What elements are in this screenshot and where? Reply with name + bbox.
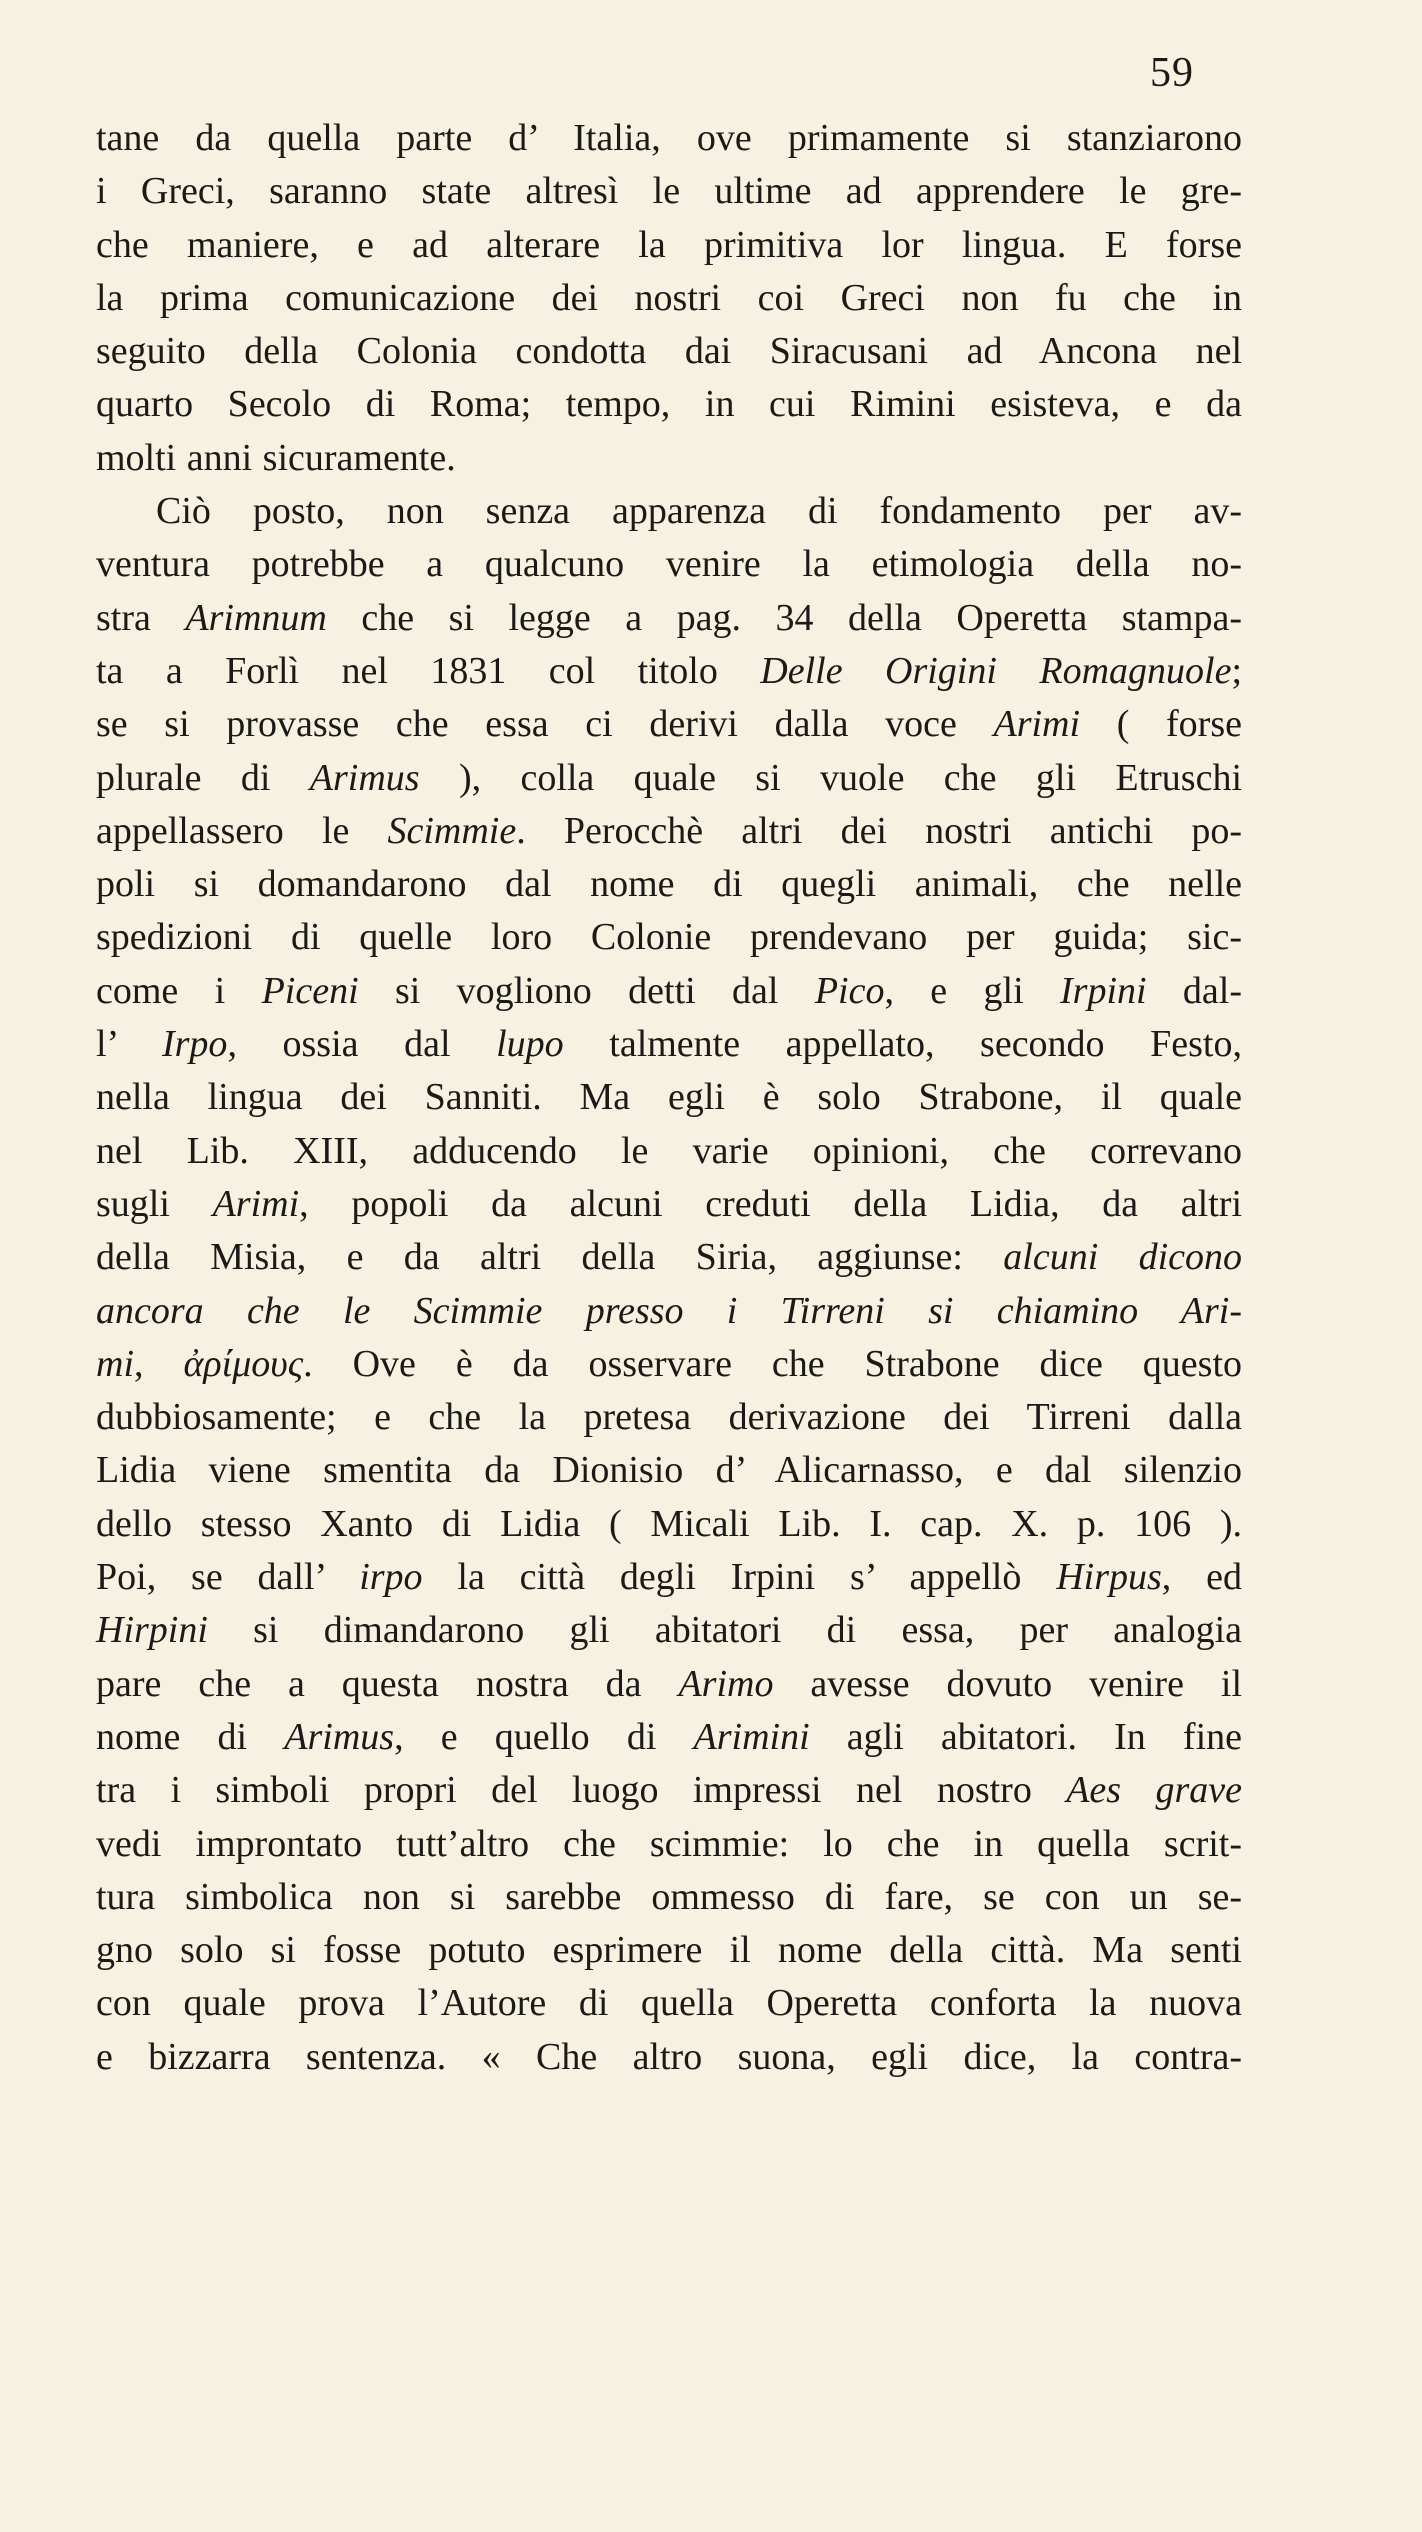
text-line — [96, 911, 1242, 964]
text-segment: Ciò posto, non senza apparenza di fondamento per av- — [156, 490, 1242, 533]
italic-text: Arimus — [309, 756, 420, 799]
text-segment: . Ove è da osservare che Strabone dice questo — [303, 1342, 1243, 1385]
text-segment: se si provasse che essa ci derivi dalla voce — [96, 703, 994, 746]
text-line — [96, 1818, 1242, 1871]
text-segment: , ed — [1161, 1556, 1242, 1599]
italic-text: irpo — [359, 1556, 423, 1599]
text-segment: , e quello di — [394, 1715, 694, 1758]
text-line — [96, 432, 1242, 485]
text-line — [96, 1977, 1242, 2030]
text-segment: vedi improntato tutt’altro che scimmie: lo che in quella scrit- — [96, 1822, 1242, 1865]
text-line — [96, 2031, 1242, 2084]
text-line — [96, 1871, 1242, 1924]
text-line — [96, 645, 1242, 698]
italic-text: ἀρίμους — [183, 1342, 304, 1385]
text-segment: appellassero le — [96, 809, 388, 852]
text-line — [96, 1338, 1242, 1391]
text-segment: gno solo si fosse potuto esprimere il nome della città. Ma senti — [96, 1929, 1242, 1972]
text-segment: plurale di — [96, 756, 310, 799]
text-segment: , ossia dal — [227, 1023, 497, 1066]
text-segment: dal- — [1146, 969, 1242, 1012]
text-segment: poli si domandarono dal nome di quegli animali, che nelle — [96, 863, 1242, 906]
text-segment: ), colla quale si vuole che gli Etruschi — [419, 756, 1242, 799]
text-line — [96, 1071, 1242, 1124]
text-line — [96, 1178, 1242, 1231]
text-segment: Lidia viene smentita da Dionisio d’ Alicarnasso, e dal silenzio — [96, 1449, 1242, 1492]
text-segment: e bizzarra sentenza. « Che altro suona, egli dice, la contra- — [96, 2035, 1242, 2078]
text-segment: si dimandarono gli abitatori di essa, per analogia — [207, 1609, 1242, 1652]
italic-text: Arimnum — [185, 596, 327, 639]
text-line — [96, 1231, 1242, 1284]
text-line — [96, 378, 1242, 431]
text-line — [96, 1391, 1242, 1444]
text-line — [96, 1444, 1242, 1497]
text-line — [96, 1604, 1242, 1657]
italic-text: lupo — [496, 1023, 564, 1066]
italic-text: Arimini — [693, 1715, 810, 1758]
italic-text: alcuni dicono — [1003, 1236, 1243, 1279]
body-text — [96, 112, 1242, 2084]
text-segment: quarto Secolo di Roma; tempo, in cui Rimini esisteva, e da — [96, 383, 1242, 426]
text-segment: ta a Forlì nel 1831 col titolo — [96, 649, 761, 692]
text-line — [96, 858, 1242, 911]
text-segment: seguito della Colonia condotta dai Siracusani ad Ancona nel — [96, 330, 1242, 373]
text-segment: ; — [1231, 649, 1242, 692]
text-segment: si vogliono detti dal — [358, 969, 815, 1012]
text-segment: , — [134, 1342, 184, 1385]
italic-text: Arimi — [212, 1182, 300, 1225]
text-segment: nel Lib. XIII, adducendo le varie opinioni, che correvano — [96, 1129, 1242, 1172]
text-line — [96, 592, 1242, 645]
italic-text: Hirpini — [96, 1609, 208, 1652]
text-segment: nome di — [96, 1715, 285, 1758]
italic-text: Arimo — [678, 1662, 774, 1705]
page-number: 59 — [1150, 50, 1194, 96]
text-segment: tane da quella parte d’ Italia, ove primamente si stanziarono — [96, 117, 1242, 159]
text-line — [96, 752, 1242, 805]
text-segment: nella lingua dei Sanniti. Ma egli è solo Strabone, il quale — [96, 1076, 1242, 1119]
italic-text: Irpo — [161, 1023, 228, 1066]
text-line — [96, 1764, 1242, 1817]
text-segment: la prima comunicazione dei nostri coi Greci non fu che in — [96, 276, 1242, 319]
text-segment: Poi, se dall’ — [96, 1556, 360, 1599]
italic-text: ancora che le Scimmie presso i Tirreni si chiamino Ari- — [96, 1289, 1242, 1332]
text-segment: della Misia, e da altri della Siria, aggiunse: — [96, 1236, 1004, 1279]
text-segment: l’ — [96, 1023, 162, 1066]
text-segment: molti anni sicuramente. — [96, 436, 456, 479]
text-segment: , e gli — [884, 969, 1060, 1012]
text-segment: la città degli Irpini s’ appellò — [422, 1556, 1057, 1599]
text-line — [96, 1498, 1242, 1551]
text-line — [96, 1018, 1242, 1071]
text-line — [96, 165, 1242, 218]
text-segment: talmente appellato, secondo Festo, — [563, 1023, 1242, 1066]
text-line — [96, 1658, 1242, 1711]
text-segment: avesse dovuto venire il — [773, 1662, 1243, 1705]
italic-text: Pico — [814, 969, 885, 1012]
text-line — [96, 112, 1242, 165]
text-line — [96, 1711, 1242, 1764]
italic-text: Scimmie — [387, 809, 517, 852]
text-line — [96, 272, 1242, 325]
italic-text: Hirpus — [1056, 1556, 1162, 1599]
text-line — [96, 805, 1242, 858]
text-line — [96, 1285, 1242, 1338]
text-line — [96, 698, 1242, 751]
text-line — [96, 325, 1242, 378]
text-line — [96, 965, 1242, 1018]
italic-text: Delle Origini Romagnuole — [760, 649, 1232, 692]
text-segment: stra — [96, 596, 186, 639]
text-line — [96, 485, 1242, 538]
text-line — [96, 1924, 1242, 1977]
italic-text: Piceni — [261, 969, 359, 1012]
italic-text: Arimus — [284, 1715, 395, 1758]
italic-text: mi — [96, 1342, 134, 1385]
text-segment: tura simbolica non si sarebbe ommesso di fare, se con un se- — [96, 1875, 1242, 1918]
text-segment: spedizioni di quelle loro Colonie prendevano per guida; sic- — [96, 916, 1242, 959]
text-segment: tra i simboli propri del luogo impressi nel nostro — [96, 1769, 1067, 1812]
text-line — [96, 538, 1242, 591]
text-segment: che si legge a pag. 34 della Operetta stampa- — [326, 596, 1242, 639]
text-line — [96, 1125, 1242, 1178]
italic-text: Irpini — [1060, 969, 1147, 1012]
text-segment: ventura potrebbe a qualcuno venire la etimologia della no- — [96, 543, 1242, 586]
text-segment: sugli — [96, 1182, 213, 1225]
text-segment: dello stesso Xanto di Lidia ( Micali Lib. I. cap. X. p. 106 ). — [96, 1502, 1242, 1545]
text-segment: come i — [96, 969, 262, 1012]
text-line — [96, 1551, 1242, 1604]
text-segment: ( forse — [1080, 703, 1242, 746]
italic-text: Arimi — [993, 703, 1081, 746]
text-segment: agli abitatori. In fine — [809, 1715, 1243, 1758]
text-segment: che maniere, e ad alterare la primitiva lor lingua. E forse — [96, 223, 1242, 266]
text-line — [96, 219, 1242, 272]
text-segment: pare che a questa nostra da — [96, 1662, 679, 1705]
text-segment: , popoli da alcuni creduti della Lidia, da altri — [299, 1182, 1243, 1225]
text-segment: . Perocchè altri dei nostri antichi po- — [516, 809, 1242, 852]
text-segment: con quale prova l’Autore di quella Operetta conforta la nuova — [96, 1982, 1242, 2025]
text-segment: dubbiosamente; e che la pretesa derivazione dei Tirreni dalla — [96, 1396, 1242, 1439]
italic-text: Aes grave — [1066, 1769, 1242, 1812]
text-segment: i Greci, saranno state altresì le ultime ad apprendere le gre- — [96, 170, 1242, 213]
